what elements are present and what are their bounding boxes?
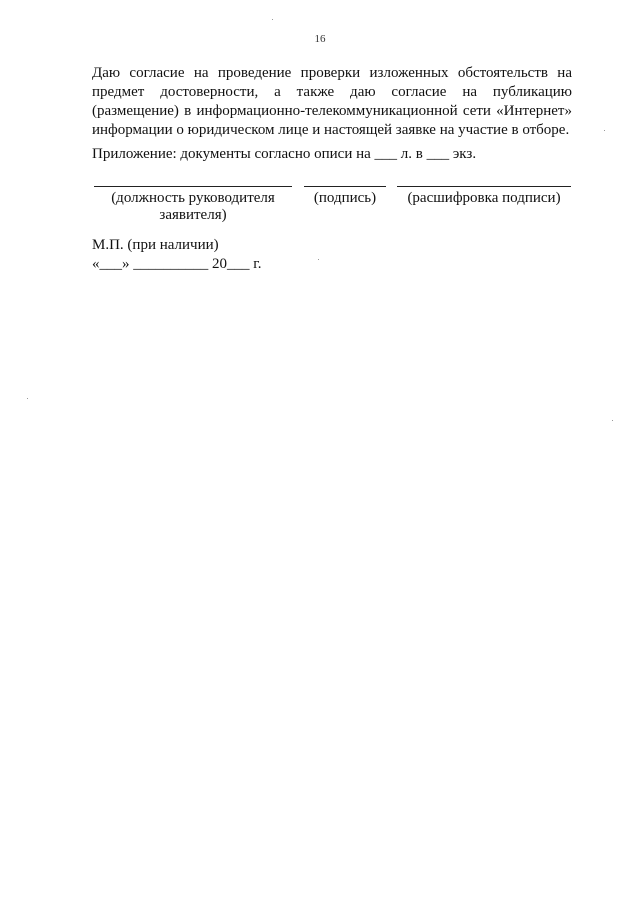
- signature-blank: [304, 186, 386, 187]
- consent-line: информации о юридическом лице и настоящей заявке на участие в отборе.: [92, 122, 570, 138]
- consent-line: Даю согласие на проведение проверки изложенных обстоятельств на: [92, 65, 572, 81]
- stamp-place: М.П. (при наличии): [92, 237, 219, 253]
- position-caption: [100, 190, 286, 224]
- scan-speck: [27, 398, 28, 399]
- scan-speck: [612, 420, 613, 421]
- transcript-signature-blank: [397, 186, 571, 187]
- consent-line: предмет достоверности, а также даю согласие на публикацию: [92, 84, 572, 100]
- consent-line: (размещение) в информационно-телекоммуникационной сети «Интернет»: [92, 103, 572, 119]
- signature-caption: (подпись): [313, 190, 377, 206]
- consent-paragraph: [92, 64, 572, 140]
- page-number: 16: [314, 33, 326, 45]
- scan-speck: [318, 259, 319, 260]
- position-caption-line1: (должность руководителя: [111, 190, 275, 206]
- position-caption-line2: заявителя): [159, 207, 227, 223]
- scan-speck: [604, 130, 605, 131]
- scan-speck: [272, 19, 273, 20]
- attachment-line: Приложение: документы согласно описи на ___ л. в ___ экз.: [92, 146, 477, 162]
- position-signature-blank: [94, 186, 292, 187]
- transcript-caption: (расшифровка подписи): [407, 190, 561, 206]
- date-line: «___» __________ 20___ г.: [92, 256, 262, 272]
